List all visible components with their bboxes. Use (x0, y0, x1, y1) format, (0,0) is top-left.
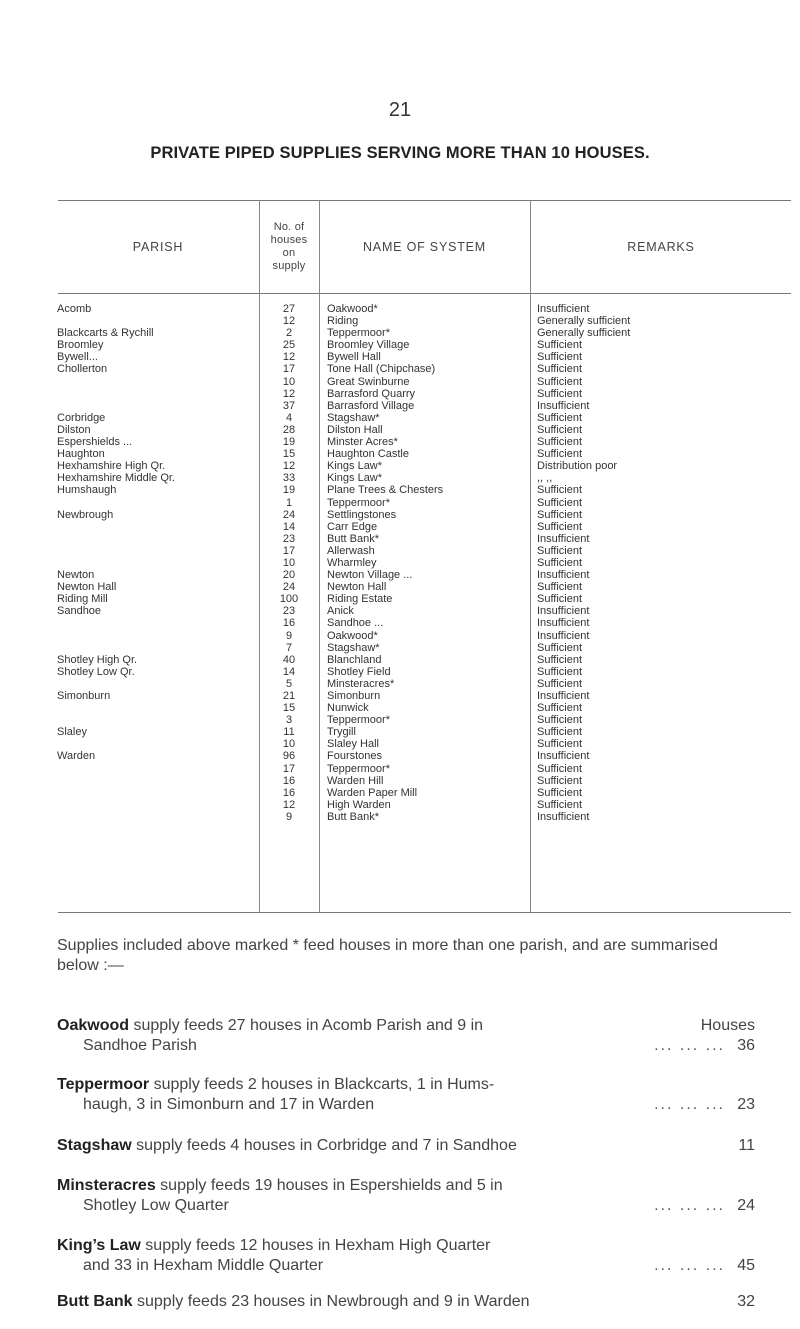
table-row (57, 642, 797, 654)
remarks-cell: Sufficient (537, 714, 583, 727)
summary-line (57, 1176, 755, 1196)
system-cell: Teppermoor* (327, 496, 390, 509)
houses-cell: 9 (285, 629, 293, 642)
remarks-cell: Sufficient (537, 641, 583, 654)
units-label: Houses (700, 1017, 755, 1034)
table-row (57, 605, 797, 617)
summary-text: supply feeds 4 houses in Corbridge and 7 in Sandhoe (131, 1137, 517, 1154)
system-cell: Dilston Hall (327, 423, 383, 436)
system-cell: Haughton Castle (327, 448, 409, 461)
system-cell: Oakwood* (327, 629, 378, 642)
remarks-cell: Insufficient (537, 810, 590, 823)
header-houses-line: supply (272, 259, 306, 272)
remarks-cell: Sufficient (537, 423, 583, 436)
header-remarks: REMARKS (627, 239, 695, 254)
table-row (57, 400, 797, 412)
summary-line (57, 1095, 755, 1115)
parish-cell: Sandhoe (57, 605, 102, 618)
supply-name: King’s Law (57, 1237, 141, 1254)
parish-cell: Broomley (57, 339, 104, 352)
houses-cell: 17 (282, 544, 296, 557)
houses-cell: 21 (282, 690, 296, 702)
system-cell: Stagshaw* (327, 641, 380, 654)
houses-cell: 3 (285, 714, 293, 727)
houses-cell: 24 (282, 581, 296, 594)
summary-text: supply feeds 19 houses in Espershields and 5 in (155, 1177, 503, 1194)
table-row (57, 327, 797, 339)
houses-cell: 12 (282, 387, 296, 400)
table-row (57, 714, 797, 726)
house-count: 45 (737, 1256, 755, 1274)
system-cell: Fourstones (327, 750, 383, 763)
system-cell: Bywell Hall (327, 351, 381, 364)
summary-text: supply feeds 12 houses in Hexham High Quarter (140, 1237, 491, 1254)
houses-cell: 11 (283, 726, 295, 739)
table-header-rule (58, 293, 791, 294)
parish-cell: Haughton (57, 448, 105, 461)
houses-cell: 16 (282, 774, 296, 787)
remarks-cell: Sufficient (537, 375, 583, 388)
supply-name: Teppermoor (57, 1076, 150, 1093)
houses-cell: 10 (282, 375, 296, 388)
table-row (57, 630, 797, 642)
system-cell: Riding Estate (327, 593, 393, 606)
houses-cell: 12 (282, 460, 296, 473)
summary-item (57, 1136, 755, 1156)
houses-cell: 5 (285, 677, 293, 690)
summary-text: supply feeds 27 houses in Acomb Parish and 9 in (129, 1017, 484, 1034)
table-row (57, 363, 797, 375)
houses-cell: 28 (282, 423, 296, 436)
summary-text: Shotley Low Quarter (83, 1196, 229, 1214)
houses-cell: 9 (285, 810, 293, 823)
table-row (57, 787, 797, 799)
parish-cell: Shotley Low Qr. (57, 665, 135, 678)
table-row (57, 738, 797, 750)
table-row (57, 472, 797, 484)
system-cell: Sandhoe ... (327, 617, 384, 630)
parish-cell: Riding Mill (57, 593, 108, 606)
remarks-cell: Sufficient (537, 508, 583, 521)
system-cell: Great Swinburne (327, 375, 410, 388)
table-row (57, 666, 797, 678)
system-cell: Kings Law* (327, 460, 383, 473)
table-row (57, 509, 797, 521)
summary-line (57, 1136, 755, 1156)
remarks-cell: Insufficient (537, 690, 590, 702)
parish-cell: Corbridge (57, 411, 106, 424)
table-row (57, 569, 797, 581)
houses-cell: 7 (285, 641, 293, 654)
remarks-cell: Insufficient (537, 399, 590, 412)
system-cell: Oakwood* (327, 303, 378, 315)
system-cell: Teppermoor* (327, 327, 390, 340)
remarks-cell: Sufficient (537, 774, 583, 787)
header-houses-line: No. of (273, 220, 305, 233)
remarks-cell: Generally sufficient (537, 327, 631, 340)
remarks-cell: Insufficient (537, 569, 590, 582)
houses-cell: 10 (282, 556, 296, 569)
houses-cell: 37 (282, 399, 296, 412)
table-row (57, 436, 797, 448)
parish-cell: Newton Hall (57, 581, 117, 594)
house-count: 11 (738, 1137, 755, 1154)
house-count: 32 (737, 1293, 755, 1310)
table-row (57, 351, 797, 363)
remarks-cell: Sufficient (537, 762, 583, 775)
system-cell: Barrasford Village (327, 399, 415, 412)
houses-cell: 100 (279, 593, 299, 606)
leader-dots: ... ... ... (654, 1095, 725, 1113)
parish-cell: Slaley (57, 726, 87, 739)
leader-dots: ... ... ... (654, 1196, 725, 1214)
houses-cell: 17 (282, 762, 296, 775)
remarks-cell: Insufficient (537, 605, 590, 618)
houses-cell: 19 (282, 484, 296, 497)
summary-line (57, 1256, 755, 1276)
parish-cell: Shotley High Qr. (57, 653, 138, 666)
parish-cell: Newbrough (57, 508, 114, 521)
houses-cell: 40 (282, 653, 296, 666)
summary-text: Sandhoe Parish (83, 1036, 197, 1054)
summary-line (57, 1016, 755, 1036)
remarks-cell: Sufficient (537, 520, 583, 533)
system-cell: Allerwash (327, 544, 375, 557)
table-row (57, 678, 797, 690)
summary-text: and 33 in Hexham Middle Quarter (83, 1256, 324, 1274)
page-number: 21 (388, 99, 412, 121)
table-row (57, 775, 797, 787)
summary-item (57, 1236, 755, 1275)
remarks-cell: ,, ,, (537, 472, 553, 485)
table-row (57, 726, 797, 738)
remarks-cell: Generally sufficient (537, 315, 631, 328)
houses-cell: 12 (282, 315, 296, 328)
table-row (57, 315, 797, 327)
houses-cell: 10 (282, 738, 296, 751)
system-cell: Carr Edge (327, 520, 378, 533)
remarks-cell: Sufficient (537, 484, 583, 497)
remarks-cell: Sufficient (537, 593, 583, 606)
remarks-cell: Sufficient (537, 351, 583, 364)
system-cell: High Warden (327, 798, 391, 811)
remarks-cell: Sufficient (537, 581, 583, 594)
supply-name: Stagshaw (57, 1137, 132, 1154)
houses-cell: 20 (282, 569, 296, 582)
system-cell: Simonburn (327, 690, 381, 702)
houses-cell: 16 (282, 617, 296, 630)
summary-line (57, 1075, 755, 1095)
house-count: 36 (737, 1036, 755, 1054)
houses-cell: 4 (285, 411, 293, 424)
system-cell: Teppermoor* (327, 762, 390, 775)
leader-dots: ... ... ... (654, 1036, 725, 1054)
supply-name: Oakwood (57, 1017, 130, 1034)
houses-cell: 15 (282, 702, 296, 715)
houses-cell: 23 (282, 605, 296, 618)
remarks-cell: Sufficient (537, 798, 583, 811)
system-cell: Broomley Village (327, 339, 410, 352)
system-cell: Wharmley (327, 556, 377, 569)
system-cell: Trygill (327, 726, 356, 739)
summary-line (57, 1236, 755, 1256)
header-houses-line: on (282, 246, 296, 259)
summary-item (57, 1075, 755, 1114)
table-row (57, 545, 797, 557)
houses-cell: 96 (282, 750, 296, 763)
system-cell: Nunwick (327, 702, 369, 715)
remarks-cell: Insufficient (537, 532, 590, 545)
table-row (57, 460, 797, 472)
remarks-cell: Sufficient (537, 339, 583, 352)
houses-cell: 25 (282, 339, 296, 352)
summary-item (57, 1016, 755, 1055)
table-row (57, 448, 797, 460)
header-houses-line: houses (270, 233, 308, 246)
leader-dots: ... ... ... (654, 1256, 725, 1274)
remarks-cell: Sufficient (537, 677, 583, 690)
house-count: 24 (737, 1196, 755, 1214)
system-cell: Blanchland (327, 653, 382, 666)
parish-cell: Newton (57, 569, 95, 582)
remarks-cell: Insufficient (537, 629, 590, 642)
header-parish: PARISH (132, 239, 184, 254)
remarks-cell: Insufficient (537, 750, 590, 763)
table-row (57, 811, 797, 823)
remarks-cell: Insufficient (537, 303, 590, 315)
parish-cell: Hexhamshire Middle Qr. (57, 472, 175, 485)
table-row (57, 388, 797, 400)
system-cell: Minster Acres* (327, 436, 398, 449)
summary-text: haugh, 3 in Simonburn and 17 in Warden (83, 1095, 375, 1113)
table-row (57, 533, 797, 545)
table-row (57, 750, 797, 762)
remarks-cell: Sufficient (537, 448, 583, 461)
table-row (57, 424, 797, 436)
summary-note: Supplies included above marked * feed houses in more than one parish, and are summarised below :— (57, 937, 718, 974)
system-cell: Warden Paper Mill (327, 786, 418, 799)
remarks-cell: Distribution poor (537, 460, 618, 473)
houses-cell: 27 (282, 303, 296, 315)
summary-item (57, 1176, 755, 1215)
table-row (57, 702, 797, 714)
system-cell: Barrasford Quarry (327, 387, 416, 400)
houses-cell: 33 (282, 472, 296, 485)
remarks-cell: Sufficient (537, 738, 583, 751)
system-cell: Minsteracres* (327, 677, 395, 690)
remarks-cell: Sufficient (537, 363, 583, 376)
remarks-cell: Sufficient (537, 726, 583, 739)
system-cell: Kings Law* (327, 472, 383, 485)
table-row (57, 303, 797, 315)
remarks-cell: Sufficient (537, 653, 583, 666)
table-row (57, 521, 797, 533)
houses-cell: 14 (282, 665, 296, 678)
system-cell: Stagshaw* (327, 411, 380, 424)
remarks-cell: Sufficient (537, 665, 583, 678)
table-row (57, 763, 797, 775)
system-cell: Plane Trees & Chesters (327, 484, 444, 497)
houses-cell: 12 (282, 798, 296, 811)
system-cell: Riding (327, 315, 359, 328)
supplies-table (57, 200, 797, 920)
houses-cell: 2 (285, 327, 293, 340)
remarks-cell: Sufficient (537, 556, 583, 569)
table-row (57, 484, 797, 496)
table-row (57, 497, 797, 509)
system-cell: Teppermoor* (327, 714, 390, 727)
page-title: PRIVATE PIPED SUPPLIES SERVING MORE THAN 10 HOUSES. (150, 144, 650, 162)
table-row (57, 799, 797, 811)
remarks-cell: Sufficient (537, 544, 583, 557)
system-cell: Butt Bank* (327, 532, 379, 545)
header-system: NAME OF SYSTEM (362, 239, 487, 254)
system-cell: Newton Village ... (327, 569, 413, 582)
table-row (57, 617, 797, 629)
parish-cell: Dilston (57, 423, 91, 436)
remarks-cell: Sufficient (537, 387, 583, 400)
table-row (57, 654, 797, 666)
houses-cell: 23 (282, 532, 296, 545)
parish-cell: Espershields ... (57, 436, 133, 449)
system-cell: Slaley Hall (327, 738, 379, 751)
system-cell: Settlingstones (327, 508, 397, 521)
parish-cell: Warden (57, 750, 96, 763)
houses-cell: 17 (282, 363, 296, 376)
remarks-cell: Sufficient (537, 411, 583, 424)
summary-line (57, 1036, 755, 1056)
supply-name: Butt Bank (57, 1293, 133, 1310)
houses-cell: 19 (282, 436, 296, 449)
system-cell: Anick (327, 605, 354, 618)
house-count: 23 (737, 1095, 755, 1113)
summary-text: supply feeds 2 houses in Blackcarts, 1 in Hums- (149, 1076, 495, 1093)
system-cell: Butt Bank* (327, 810, 379, 823)
summary-line (57, 1196, 755, 1216)
houses-cell: 24 (282, 508, 296, 521)
header-houses (259, 200, 319, 293)
system-cell: Tone Hall (Chipchase) (327, 363, 436, 376)
parish-cell: Simonburn (57, 690, 111, 702)
table-row (57, 690, 797, 702)
table-row (57, 593, 797, 605)
table-row (57, 412, 797, 424)
table-bottom-rule (58, 912, 791, 913)
system-cell: Newton Hall (327, 581, 387, 594)
summary-item (57, 1292, 755, 1312)
parish-cell: Acomb (57, 303, 92, 315)
parish-cell: Blackcarts & Rychill (57, 327, 154, 340)
table-body (57, 303, 797, 823)
table-row (57, 376, 797, 388)
remarks-cell: Insufficient (537, 617, 590, 630)
table-row (57, 339, 797, 351)
remarks-cell: Sufficient (537, 786, 583, 799)
houses-cell: 14 (282, 520, 296, 533)
parish-cell: Chollerton (57, 363, 108, 376)
supply-name: Minsteracres (57, 1177, 156, 1194)
parish-cell: Humshaugh (57, 484, 117, 497)
houses-cell: 1 (285, 496, 293, 509)
system-cell: Shotley Field (327, 665, 391, 678)
parish-cell: Bywell... (57, 351, 98, 364)
remarks-cell: Sufficient (537, 496, 583, 509)
system-cell: Warden Hill (327, 774, 384, 787)
summary-text: supply feeds 23 houses in Newbrough and 9 in Warden (132, 1293, 530, 1310)
remarks-cell: Sufficient (537, 436, 583, 449)
parish-cell: Hexhamshire High Qr. (57, 460, 166, 473)
remarks-cell: Sufficient (537, 702, 583, 715)
table-row (57, 557, 797, 569)
houses-cell: 12 (282, 351, 296, 364)
table-row (57, 581, 797, 593)
summary-line (57, 1292, 755, 1312)
houses-cell: 15 (282, 448, 296, 461)
houses-cell: 16 (282, 786, 296, 799)
